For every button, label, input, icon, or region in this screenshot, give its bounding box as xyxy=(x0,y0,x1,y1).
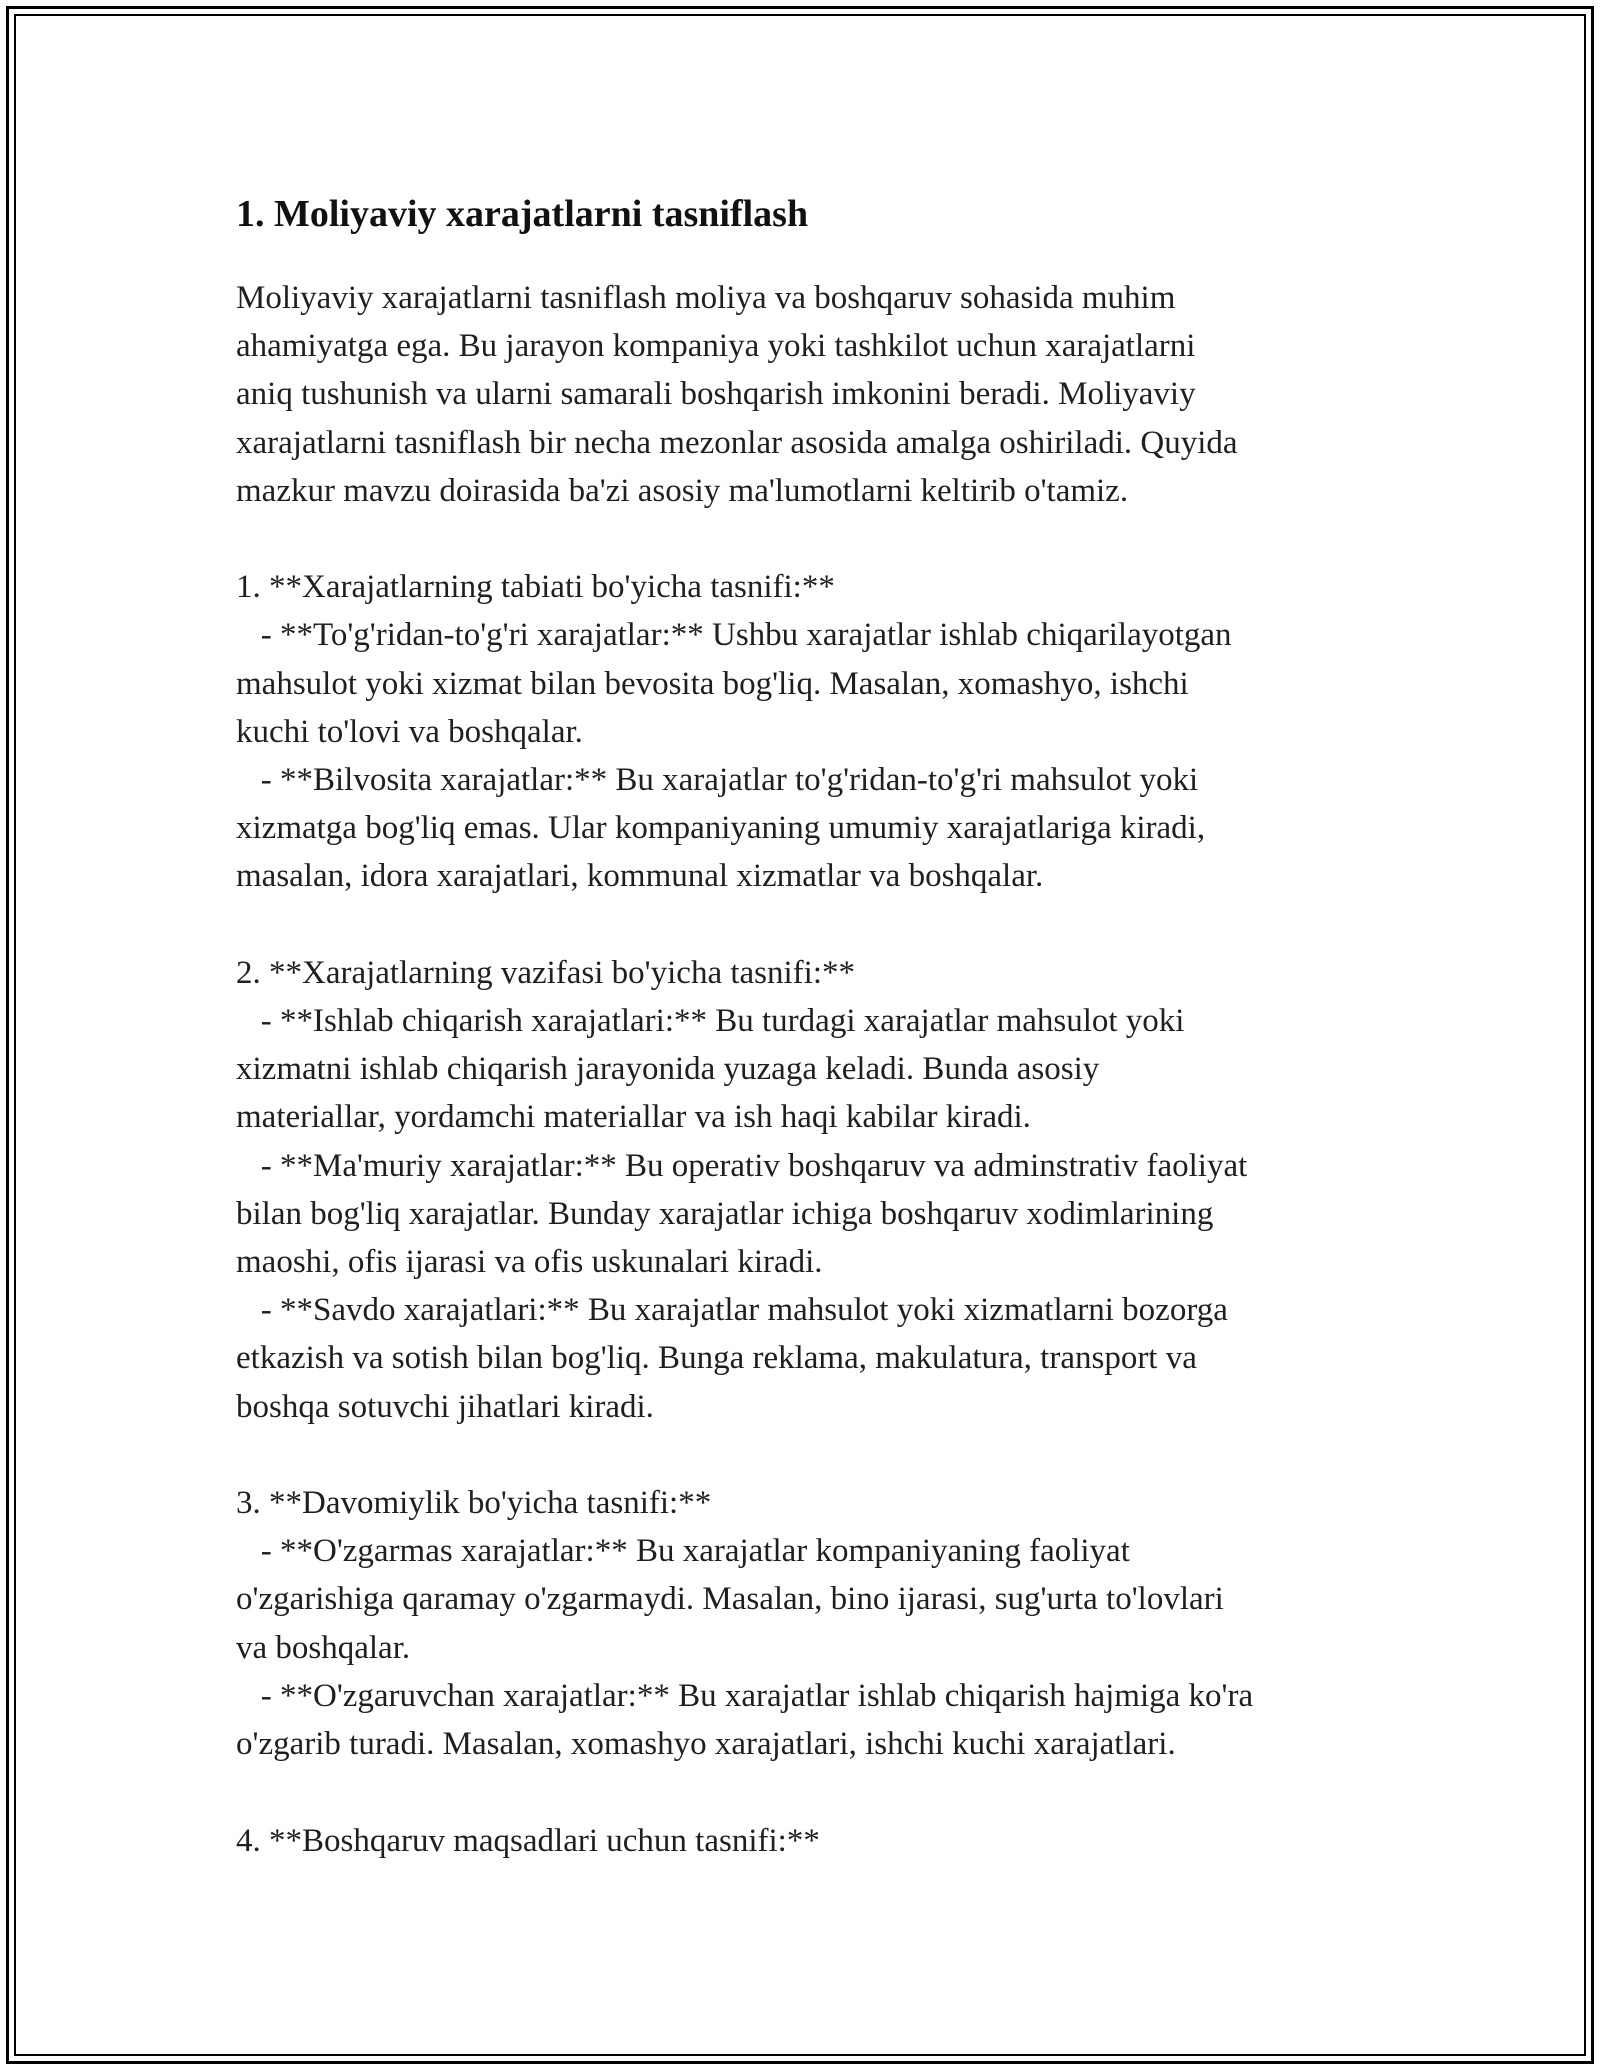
document-content xyxy=(236,190,1376,1865)
document-body-text: Moliyaviy xarajatlarni tasniflash moliya va boshqaruv sohasida muhim ahamiyatga ega. Bu jarayon kompaniya yoki tashkilot uchun xarajatlarni aniq tushunish va ularni samarali boshqarish imkonini beradi. Moliyaviy xarajatlarni tasniflash bir necha mezonlar asosida amalga oshiriladi. Quyida mazkur mavzu doirasida ba'zi asosiy ma'lumotlarni keltirib o'tamiz. 1. **Xarajatlarning tabiati bo'yicha tasnifi:** - **To'g'ridan-to'g'ri xarajatlar:** Ushbu xarajatlar ishlab chiqarilayotgan mahsulot yoki xizmat bilan bevosita bog'liq. Masalan, xomashyo, ishchi kuchi to'lovi va boshqalar. - **Bilvosita xarajatlar:** Bu xarajatlar to'g'ridan-to'g'ri mahsulot yoki xizmatga bog'liq emas. Ular kompaniyaning umumiy xarajatlariga kiradi, masalan, idora xarajatlari, kommunal xizmatlar va boshqalar. 2. **Xarajatlarning vazifasi bo'yicha tasnifi:** - **Ishlab chiqarish xarajatlari:** Bu turdagi xarajatlar mahsulot yoki xizmatni ishlab chiqarish jarayonida yuzaga keladi. Bunda asosiy materiallar, yordamchi materiallar va ish haqi kabilar kiradi. - **Ma'muriy xarajatlar:** Bu operativ boshqaruv va adminstrativ faoliyat bilan bog'liq xarajatlar. Bunday xarajatlar ichiga boshqaruv xodimlarining maoshi, ofis ijarasi va ofis uskunalari kiradi. - **Savdo xarajatlari:** Bu xarajatlar mahsulot yoki xizmatlarni bozorga etkazish va sotish bilan bog'liq. Bunga reklama, makulatura, transport va boshqa sotuvchi jihatlari kiradi. 3. **Davomiylik bo'yicha tasnifi:** - **O'zgarmas xarajatlar:** Bu xarajatlar kompaniyaning faoliyat o'zgarishiga qaramay o'zgarmaydi. Masalan, bino ijarasi, sug'urta to'lovlari va boshqalar. - **O'zgaruvchan xarajatlar:** Bu xarajatlar ishlab chiqarish hajmiga ko'ra o'zgarib turadi. Masalan, xomashyo xarajatlari, ishchi kuchi xarajatlari. 4. **Boshqaruv maqsadlari uchun tasnifi:** xyxy=(236,280,1254,1859)
document-title: 1. Moliyaviy xarajatlarni tasniflash xyxy=(236,193,809,235)
